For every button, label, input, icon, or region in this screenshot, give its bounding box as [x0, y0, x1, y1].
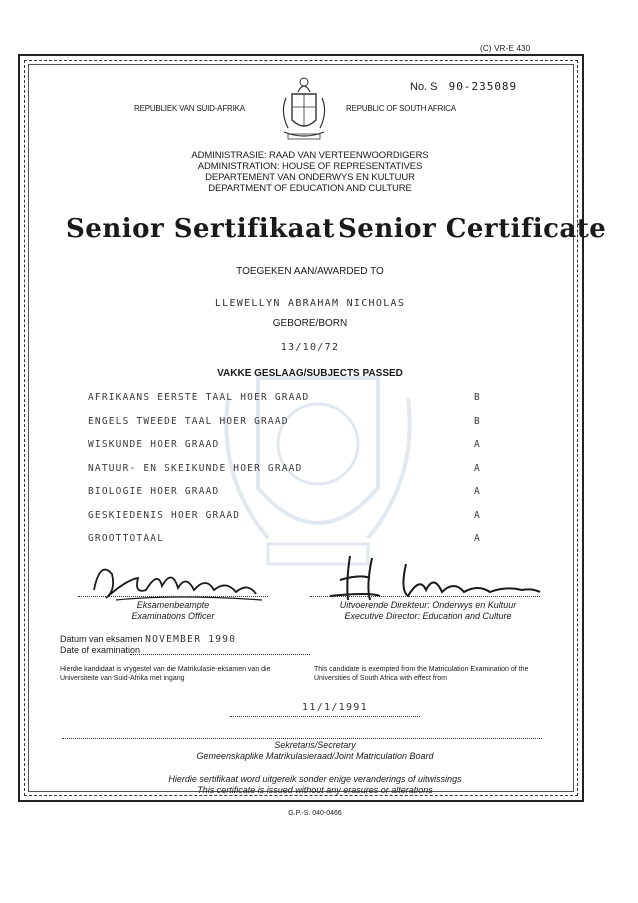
subject-name: BIOLOGIE HOER GRAAD — [88, 486, 220, 497]
title-afrikaans: Senior Sertifikaat — [66, 214, 335, 244]
disclaimer-af: Hierdie sertifikaat word uitgereik sonder enige veranderings of uitwissings — [168, 774, 462, 784]
date-of-birth: 13/10/72 — [280, 342, 340, 353]
caption-en: Examinations Officer — [131, 610, 215, 621]
subject-symbol: A — [474, 462, 481, 474]
serial-number — [410, 80, 517, 93]
subject-row — [88, 416, 498, 440]
subject-name: GROOTTOTAAL — [88, 533, 165, 544]
subject-row — [88, 463, 498, 487]
board-caption — [120, 740, 510, 761]
caption-af: Eksamenbeampte — [136, 600, 210, 610]
admin-line-2: ADMINISTRATION: HOUSE OF REPRESENTATIVES — [197, 161, 423, 172]
exemption-date-line — [230, 716, 420, 717]
admin-line-1: ADMINISTRASIE: RAAD VAN VERTEENWOORDIGERS — [191, 150, 429, 161]
examinations-officer-caption — [78, 600, 268, 621]
subjects-heading: VAKKE GESLAAG/SUBJECTS PASSED — [217, 368, 403, 379]
subject-row — [88, 439, 498, 463]
admin-line-3: DEPARTEMENT VAN ONDERWYS EN KULTUUR — [205, 172, 415, 183]
subject-symbol: A — [474, 509, 481, 521]
republic-english: REPUBLIC OF SOUTH AFRICA — [346, 104, 456, 113]
board-signature-line — [62, 738, 542, 739]
print-code: G.P.-S. 040-0466 — [288, 810, 342, 817]
title-english: Senior Certificate — [338, 214, 607, 244]
exam-date-line — [130, 654, 310, 655]
executive-director-caption — [304, 600, 552, 621]
signature-line-left — [78, 596, 268, 597]
serial-label: No. S — [410, 81, 438, 93]
subject-name: ENGELS TWEEDE TAAL HOER GRAAD — [88, 415, 289, 427]
board-secretary: Sekretaris/Secretary — [274, 740, 356, 750]
awarded-to-label: TOEGEKEN AAN/AWARDED TO — [236, 266, 384, 277]
subject-name: NATUUR- EN SKEIKUNDE HOER GRAAD — [88, 462, 303, 474]
subject-name: WISKUNDE HOER GRAAD — [88, 439, 220, 450]
serial-value: 90-235089 — [448, 80, 518, 93]
subject-symbol: A — [474, 533, 481, 544]
board-name: Gemeenskaplike Matrikulasieraad/Joint Matriculation Board — [196, 750, 434, 761]
signature-line-right — [310, 596, 540, 597]
form-code: (C) VR-E 430 — [480, 44, 531, 53]
exemption-note-af: Hierdie kandidaat is vrygestel van die Matrikulasie-eksamen van die Universiteite van Suid-Afrika met ingang — [60, 666, 271, 682]
subject-name: GESKIEDENIS HOER GRAAD — [88, 509, 241, 521]
subject-row — [88, 392, 498, 416]
admin-line-4: DEPARTMENT OF EDUCATION AND CULTURE — [208, 183, 412, 194]
exam-date-value: NOVEMBER 1990 — [145, 634, 237, 645]
subjects-list — [88, 392, 498, 557]
subject-symbol: B — [474, 415, 481, 427]
subject-row — [88, 486, 498, 510]
republic-afrikaans: REPUBLIEK VAN SUID-AFRIKA — [134, 104, 245, 113]
exemption-date: 11/1/1991 — [302, 702, 368, 713]
exam-date-label-af: Datum van eksamen — [60, 634, 143, 644]
disclaimer-en: This certificate is issued without any erasures or alterations — [197, 784, 433, 795]
candidate-name: LLEWELLYN ABRAHAM NICHOLAS — [214, 298, 406, 309]
subject-row — [88, 510, 498, 534]
coat-of-arms-icon — [272, 72, 336, 150]
subject-symbol: B — [474, 392, 481, 403]
caption-af: Uitvoerende Direkteur: Onderwys en Kultuur — [339, 600, 517, 610]
exemption-note-en: This candidate is exempted from the Matriculation Examination of the Universities of South Africa with effect from — [314, 666, 529, 682]
subject-symbol: A — [474, 439, 481, 450]
caption-en: Executive Director: Education and Culture — [344, 610, 512, 621]
exam-date — [60, 634, 236, 656]
disclaimer — [100, 774, 530, 795]
subject-symbol: A — [474, 486, 481, 497]
born-label: GEBORE/BORN — [272, 318, 348, 329]
exam-date-label-en: Date of examination — [60, 645, 141, 655]
administration-heading — [120, 150, 500, 194]
subject-name: AFRIKAANS EERSTE TAAL HOER GRAAD — [88, 392, 310, 403]
